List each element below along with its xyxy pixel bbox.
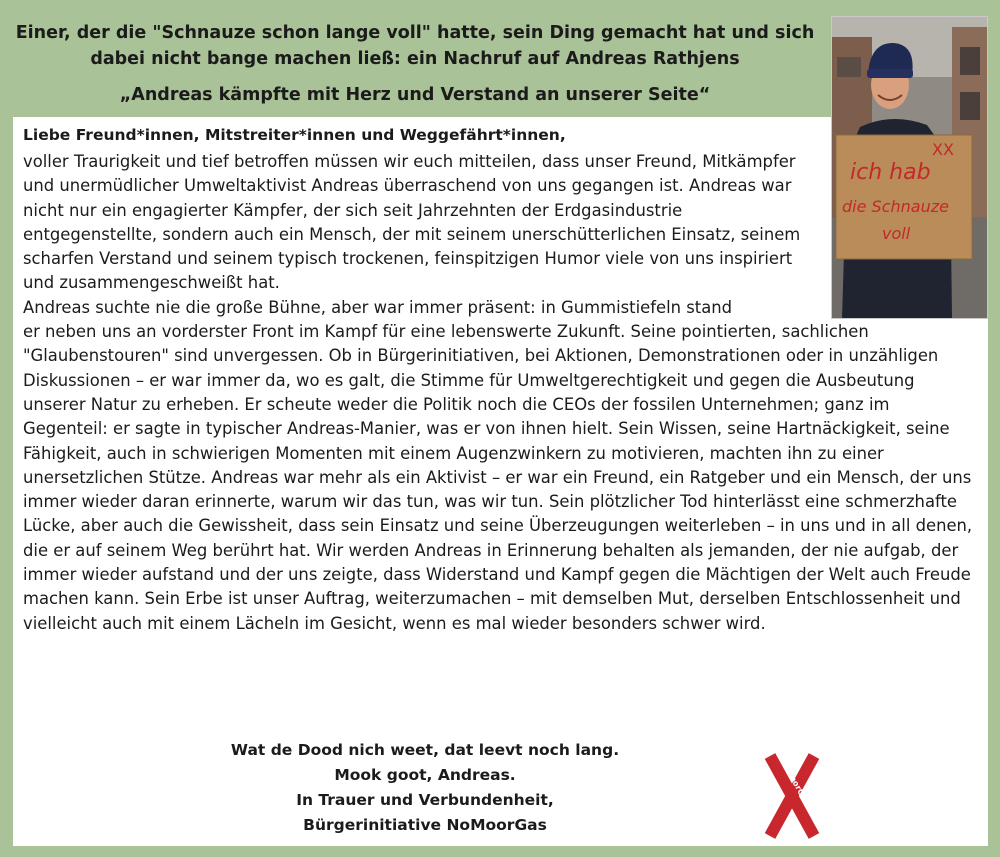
headline-line-2: dabei nicht bange machen ließ: ein Nachruf auf Andreas Rathjens <box>90 49 740 69</box>
paragraph-2-intro: Andreas suchte nie die große Bühne, aber war immer präsent: in Gummistiefeln stand <box>23 297 733 317</box>
sign-marks: XX <box>932 140 954 159</box>
closing-block <box>210 738 640 838</box>
logo-text: NoMoorGas.de <box>778 756 819 819</box>
headline-quote: „Andreas kämpfte mit Herz und Verstand an unserer Seite“ <box>119 85 711 105</box>
salutation: Liebe Freund*innen, Mitstreiter*innen und Weggefährt*innen, <box>23 126 566 144</box>
closing-signature: Bürgerinitiative NoMoorGas <box>303 816 547 834</box>
closing-farewell: Mook goot, Andreas. <box>334 766 516 784</box>
paragraph-2: er neben uns an vorderster Front im Kampf für eine lebenswerte Zukunft. Seine pointierten, sachlichen "Glaubenstouren" sind unvergessen. Ob in Bürgerinitiativen, bei Aktionen, Demonstrationen oder in unzähligen Diskussionen – er war immer da, wo es galt, die Stimme für Umweltgerechtigkeit und gegen die Ausbeutung unserer Natur zu erheben. Er scheute weder die Politik noch die CEOs der fossilen Unternehmen; ganz im Gegenteil: er sagte in typischer Andreas-Manier, was er von ihnen hielt. Sein Wissen, seine Hartnäckigkeit, seine Fähigkeit, auch in schwierigen Momenten mit einem Augenzwinkern zu motivieren, machten ihn zu einer unersetzlichen Stütze. Andreas war mehr als ein Aktivist – er war ein Freund, ein Ratgeber und ein Mensch, der uns immer wieder daran erinnerte, warum wir das tun, was wir tun. Sein plötzlicher Tod hinterlässt eine schmerzhafte Lücke, aber auch die Gewissheit, dass sein Einsatz und seine Überzeugungen weiterleben – in uns und in all denen, die er auf seinem Weg berührt hat. Wir werden Andreas in Erinnerung behalten als jemanden, der nie aufgab, der immer wieder aufstand und der uns zeigte, dass Widerstand und Kampf gegen die Mächtigen der Welt auch Freude machen kann. Sein Erbe ist unser Auftrag, weiterzumachen – mit demselben Mut, derselben Entschlossenheit und vielleicht auch mit einem Lächeln im Gesicht, wenn es mal wieder besonders schwer wird. <box>23 322 973 633</box>
sign-text-2: die Schnauze <box>842 197 949 216</box>
closing-mourning: In Trauer und Verbundenheit, <box>296 791 554 809</box>
letter-body <box>23 124 983 636</box>
headline-line-1: Einer, der die "Schnauze schon lange voll" hatte, sein Ding gemacht hat und sich <box>15 23 815 43</box>
header <box>0 0 830 117</box>
nomoorgas-x-logo <box>764 752 820 840</box>
sign-text-3: voll <box>882 224 911 243</box>
paragraph-1: voller Traurigkeit und tief betroffen müssen wir euch mitteilen, dass unser Freund, Mitkämpfer und unermüdlicher Umweltaktivist Andreas überraschend von uns gegangen ist. Andreas war nicht nur ein engagierter Kämpfer, der sich seit Jahrzehnten der Erdgasindustrie entgegenstellte, sondern auch ein Mensch, der mit seinem unerschütterlichen Einsatz, seinem scharfen Verstand und seinem typisch trockenen, feinspitzigen Humor viele von uns inspiriert und zusammengeschweißt hat. <box>23 152 801 293</box>
sign-text-1: ich hab <box>850 160 931 185</box>
closing-saying: Wat de Dood nich weet, dat leevt noch lang. <box>230 741 620 759</box>
